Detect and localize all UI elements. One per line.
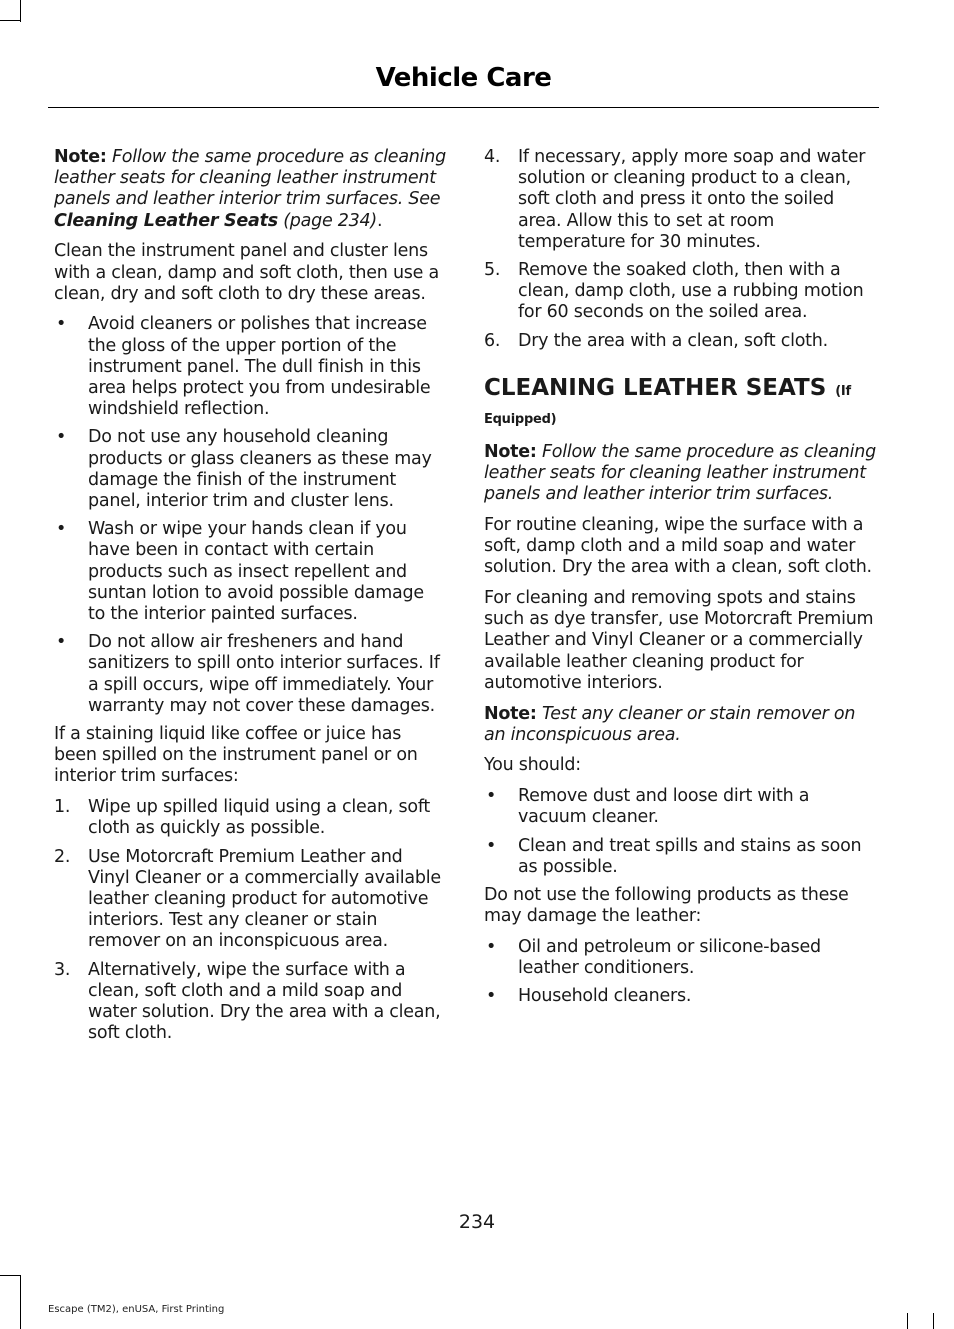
list-item-text: Clean and treat spills and stains as soon as possible. [518, 835, 862, 877]
bullet: • [56, 314, 67, 335]
bullet-list [484, 937, 876, 1008]
paragraph: If a staining liquid like coffee or juice has been spilled on the instrument panel or on interior trim surfaces: [54, 724, 418, 787]
bullet: • [56, 632, 67, 653]
step-number: 3. [54, 959, 71, 980]
cross-reference-link[interactable]: Cleaning Leather Seats [54, 210, 278, 231]
list-item [54, 632, 446, 717]
list-item-text: Oil and petroleum or silicone-based leather conditioners. [518, 936, 821, 979]
bullet: • [486, 936, 497, 957]
bullet-list [484, 786, 876, 878]
list-item [54, 314, 446, 420]
list-item-text: Use Motorcraft Premium Leather and Vinyl Cleaner or a commercially available leather cleaning product for automotive interiors. Test any cleaner or stain remover on an inconspicuous area. [88, 846, 441, 952]
note-text: Follow the same procedure as cleaning leather seats for cleaning leather instrument panels and leather interior trim surfaces. See [54, 147, 446, 210]
step-number: 6. [484, 330, 501, 351]
footer-text: Escape (TM2), enUSA, First Printing [48, 1304, 225, 1315]
note-instrument-panel [54, 147, 446, 232]
list-item-text: Household cleaners. [518, 986, 692, 1007]
right-column [484, 147, 876, 1015]
crop-mark [0, 1275, 20, 1276]
list-item-text: Avoid cleaners or polishes that increase the gloss of the upper portion of the instrument panel. The dull finish in this area helps protect you from undesirable windshield reflection. [88, 314, 431, 420]
list-item [54, 519, 446, 625]
bullet: • [486, 786, 497, 807]
paragraph: You should: [484, 755, 581, 776]
list-item-text: Do not allow air fresheners and hand sanitizers to spill onto interior surfaces. If a spill occurs, wipe off immediately. Your warranty may not cover these damages. [88, 632, 440, 716]
note-label: Note: [484, 441, 537, 462]
crop-mark [20, 0, 21, 22]
note-text: Follow the same procedure as cleaning leather seats for cleaning leather instrument panels and leather interior trim surfaces. [484, 441, 876, 505]
list-item [54, 427, 446, 512]
list-item-text: If necessary, apply more soap and water solution or cleaning product to a clean, soft cloth and press it onto the soiled area. Allow this to set at room temperature for 30 minutes. [518, 147, 866, 252]
paragraph: For routine cleaning, wipe the surface with a soft, damp cloth and a mild soap and water solution. Dry the area with a clean, soft cloth. [484, 514, 872, 578]
bullet: • [56, 427, 67, 448]
note-label: Note: [484, 703, 537, 724]
step-number: 5. [484, 260, 501, 281]
paragraph: For cleaning and removing spots and stains such as dye transfer, use Motorcraft Premium Leather and Vinyl Cleaner or a commercially available leather cleaning product for automotive interiors. [484, 588, 874, 693]
list-item [484, 260, 876, 324]
bullet: • [486, 986, 497, 1007]
list-item-text: Do not use any household cleaning products or glass cleaners as these may damage the finish of the instrument panel, interior trim and cluster lens. [88, 427, 432, 512]
section-heading-qualifier: Equipped) [484, 411, 557, 427]
numbered-list [484, 147, 876, 352]
list-item [484, 786, 876, 828]
paragraph: Clean the instrument panel and cluster lens with a clean, damp and soft cloth, then use a clean, dry and soft cloth to dry these areas. [54, 241, 439, 304]
bullet: • [56, 519, 67, 540]
left-column [54, 147, 446, 1051]
paragraph: Do not use the following products as these may damage the leather: [484, 884, 849, 927]
list-item-text: Wash or wipe your hands clean if you have been in contact with certain products such as insect repellent and suntan lotion to avoid possible damage to the interior painted surfaces. [88, 519, 424, 625]
bullet: • [486, 835, 497, 856]
list-item [54, 847, 446, 953]
list-item-text: Wipe up spilled liquid using a clean, soft cloth as quickly as possible. [88, 797, 431, 839]
page-title: Vehicle Care [375, 63, 552, 93]
note-text: Test any cleaner or stain remover on an inconspicuous area. [484, 703, 856, 745]
list-item [484, 937, 876, 979]
list-item [484, 331, 876, 352]
note-test-cleaner [484, 704, 876, 746]
page-number: 234 [458, 1211, 496, 1233]
note-label: Note: [54, 147, 107, 167]
crop-mark [0, 20, 20, 21]
list-item [484, 836, 876, 878]
list-item [54, 797, 446, 839]
bullet-list [54, 314, 446, 717]
list-item-text: Alternatively, wipe the surface with a clean, soft cloth and a mild soap and water solution. Dry the area with a clean, soft cloth. [88, 959, 441, 1044]
section-heading [484, 373, 876, 430]
section-heading-qualifier: (If [835, 383, 851, 399]
crop-mark [20, 1275, 21, 1329]
list-item-text: Dry the area with a clean, soft cloth. [518, 330, 828, 351]
step-number: 4. [484, 147, 501, 167]
note-leather-seats [484, 442, 876, 506]
section-heading-title: CLEANING LEATHER SEATS [484, 374, 827, 401]
list-item-text: Remove dust and loose dirt with a vacuum cleaner. [518, 786, 810, 828]
note-period: . [377, 210, 383, 231]
list-item [484, 147, 876, 253]
crop-mark [907, 1313, 908, 1329]
page-reference: (page 234) [277, 210, 378, 231]
page-header [48, 58, 879, 108]
list-item [54, 960, 446, 1045]
list-item [484, 986, 876, 1007]
step-number: 1. [54, 797, 71, 818]
crop-mark [933, 1313, 934, 1329]
step-number: 2. [54, 846, 71, 867]
numbered-list [54, 797, 446, 1044]
list-item-text: Remove the soaked cloth, then with a clean, damp cloth, use a rubbing motion for 60 seconds on the soiled area. [518, 260, 864, 323]
